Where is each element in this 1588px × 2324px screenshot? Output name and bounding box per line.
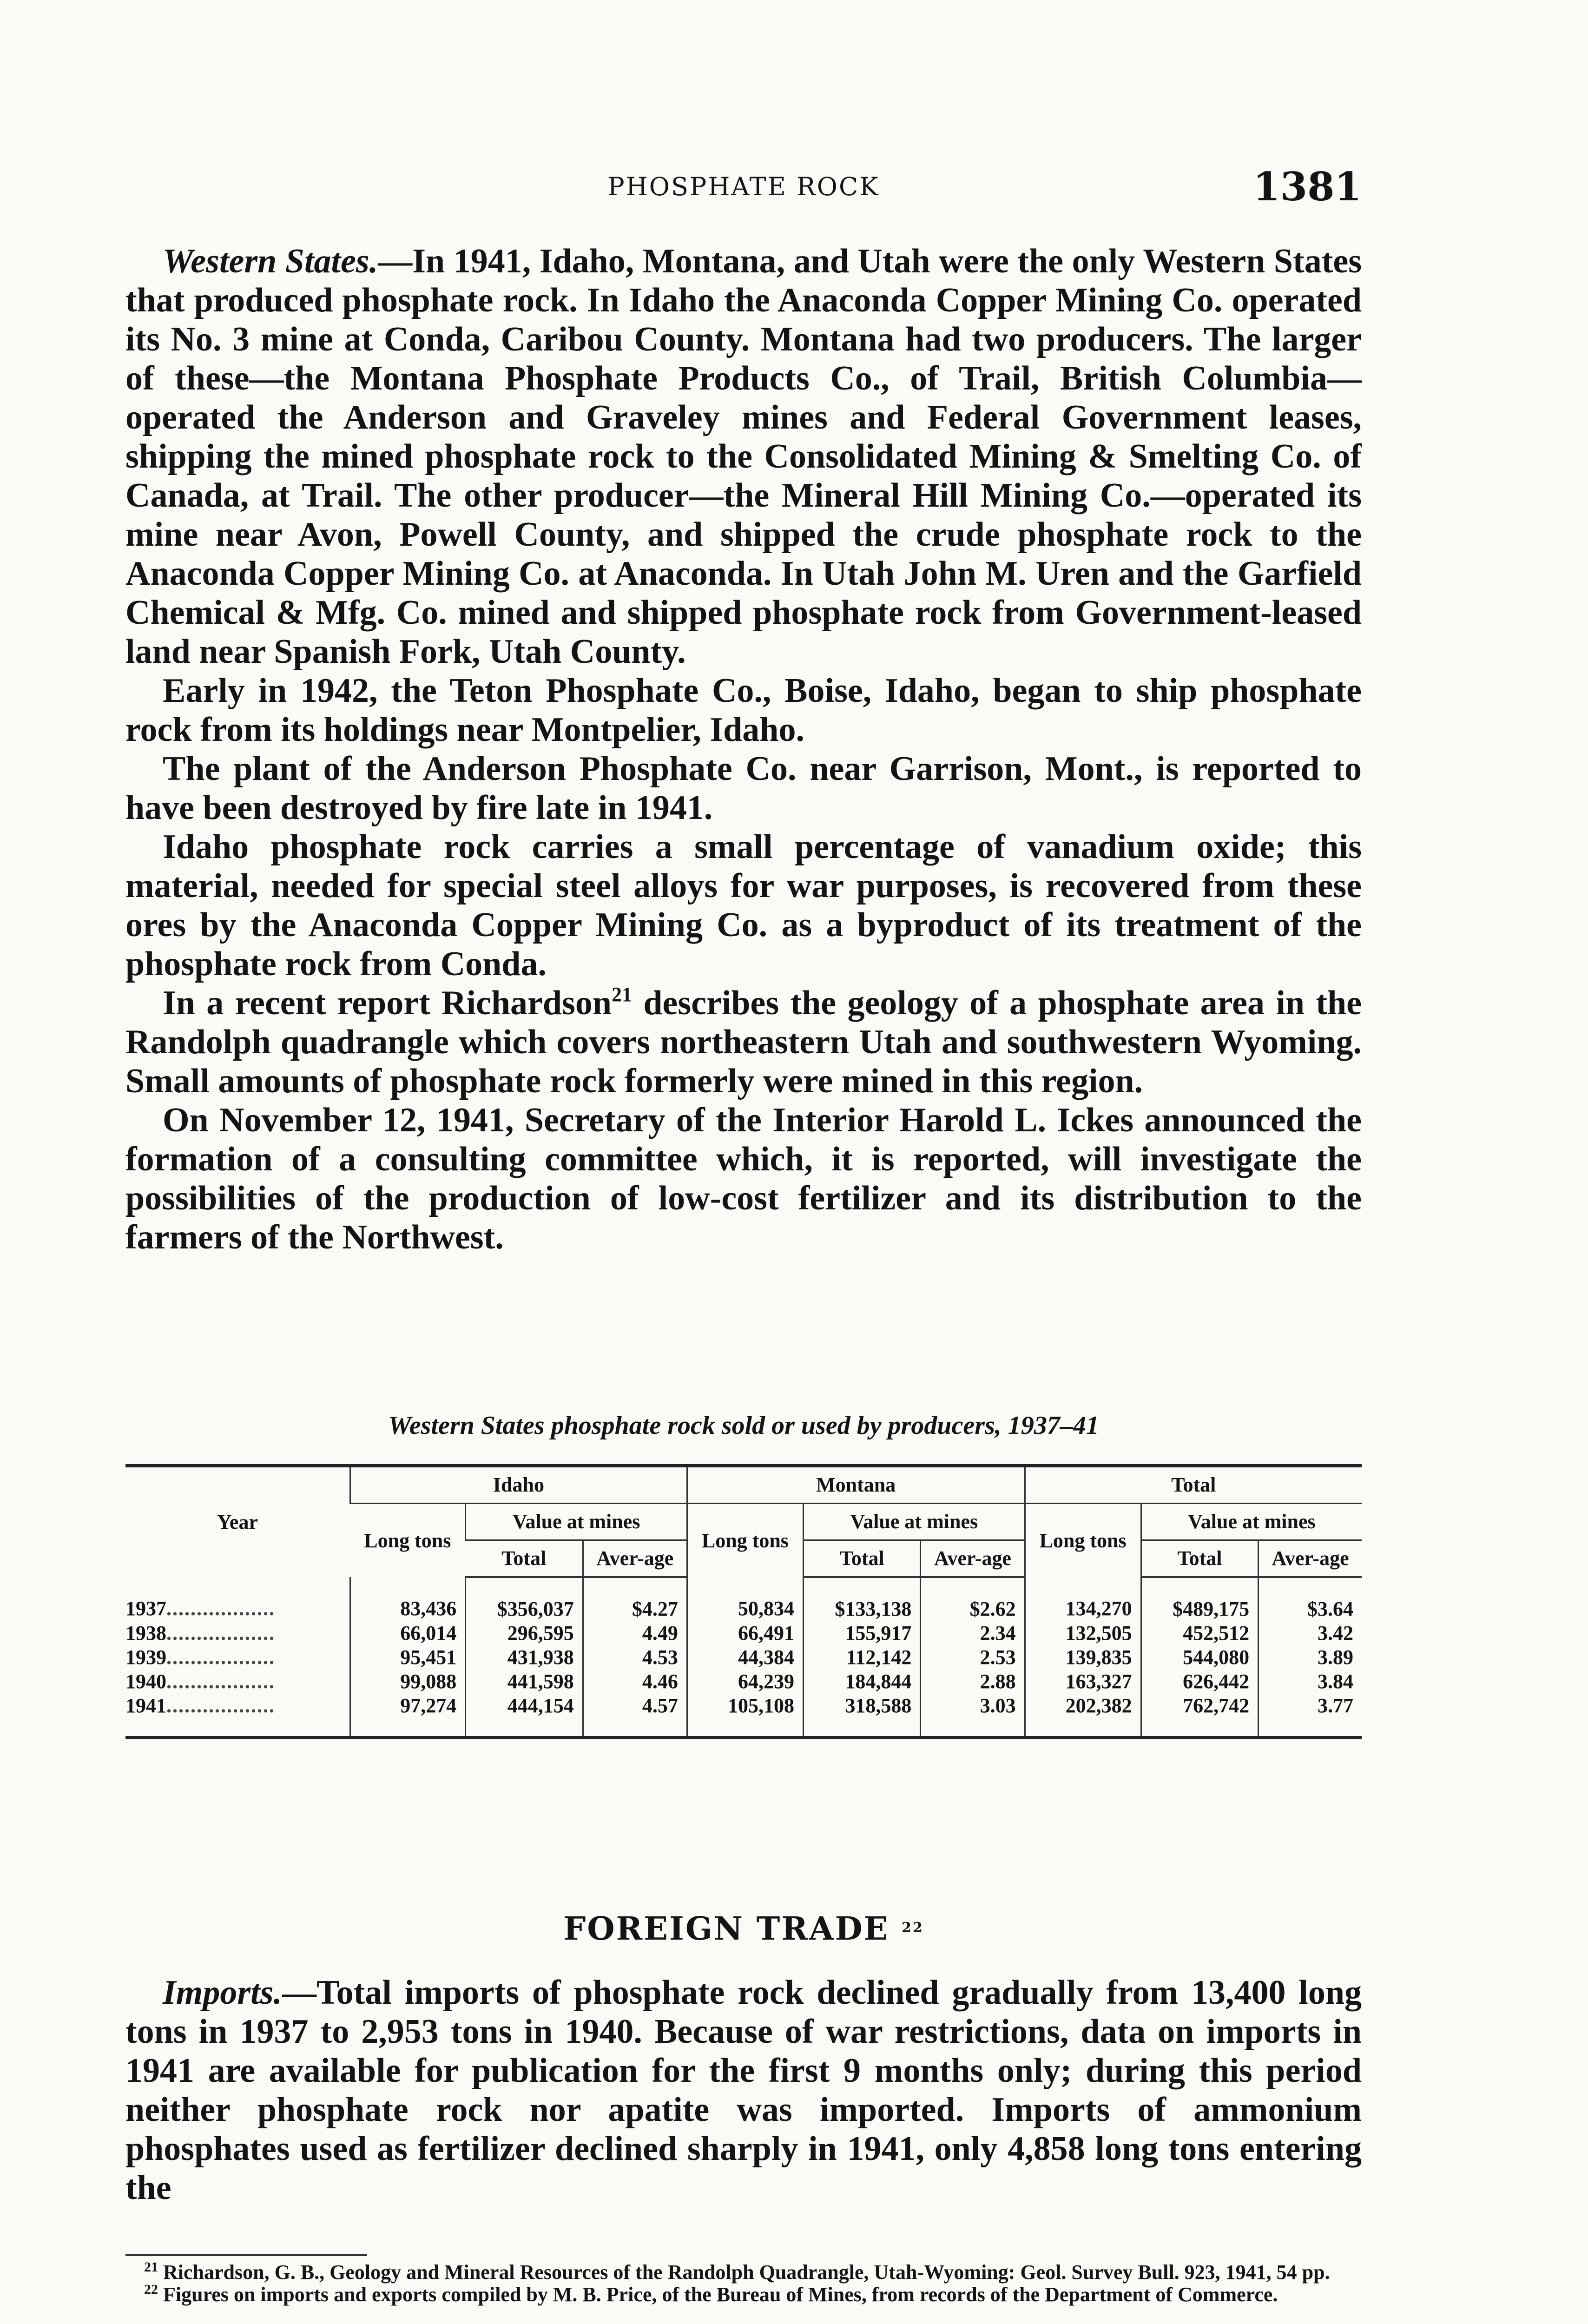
paragraph-lead-in: Western States. — [163, 242, 378, 280]
cell-total-average: 3.77 — [1259, 1693, 1362, 1738]
cell-total-average: 3.84 — [1259, 1669, 1362, 1693]
running-header — [125, 164, 1362, 210]
footnote-text: Figures on imports and exports compiled by M. B. Price, of the Bureau of Mines, from records of the Department of Commerce. — [163, 2283, 1278, 2306]
cell-idaho-tons: 99,088 — [350, 1669, 466, 1693]
cell-montana-tons: 105,108 — [687, 1693, 803, 1738]
table-row — [125, 1645, 1362, 1669]
cell-total-tons: 163,327 — [1025, 1669, 1141, 1693]
column-group-total: Total — [1025, 1466, 1362, 1504]
cell-idaho-total: 431,938 — [466, 1645, 583, 1669]
cell-total-total: $489,175 — [1141, 1577, 1258, 1621]
cell-total-total: 544,080 — [1141, 1645, 1258, 1669]
footnote-divider — [125, 2254, 367, 2256]
imports-text — [125, 1973, 1362, 2207]
cell-idaho-tons: 66,014 — [350, 1621, 466, 1645]
cell-total-average: 3.42 — [1259, 1621, 1362, 1645]
year-value: 1940 — [125, 1670, 166, 1693]
cell-total-total: 626,442 — [1141, 1669, 1258, 1693]
column-header-value-at-mines: Value at mines — [466, 1504, 687, 1540]
column-header-average: Aver-age — [921, 1540, 1025, 1578]
cell-total-tons: 139,835 — [1025, 1645, 1141, 1669]
cell-idaho-total: 296,595 — [466, 1621, 583, 1645]
cell-idaho-average: 4.53 — [583, 1645, 687, 1669]
cell-total-tons: 134,270 — [1025, 1577, 1141, 1621]
paragraph-anderson-plant: The plant of the Anderson Phosphate Co. near Garrison, Mont., is reported to have been destroyed by fire late in 1941. — [125, 750, 1362, 827]
paragraph-western-states — [125, 242, 1362, 671]
cell-montana-total: 112,142 — [803, 1645, 920, 1669]
paragraph-text: In a recent report Richardson — [163, 984, 612, 1022]
footnote-22 — [125, 2284, 1362, 2306]
column-header-value-at-mines: Value at mines — [1141, 1504, 1362, 1540]
paragraph-text: —In 1941, Idaho, Montana, and Utah were the only Western States that produced phosphate rock. In Idaho the Anaconda Copper Mining Co. operated its No. 3 mine at Conda, Caribou County. Montana had two producers. The larger of these—the Montana Phosphate Products Co., of Trail, British Columbia—operated the Anderson and Graveley mines and Federal Government leases, shipping the mined phosphate rock to the Consolidated Mining & Smelting Co. of Canada, at Trail. The other producer—the Mineral Hill Mining Co.—operated its mine near Avon, Powell County, and shipped the crude phosphate rock to the Anaconda Copper Mining Co. at Anaconda. In Utah John M. Uren and the Garfield Chemical & Mfg. Co. mined and shipped phosphate rock from Government-leased land near Spanish Fork, Utah County. — [125, 242, 1362, 671]
dot-leader: .................. — [166, 1597, 275, 1620]
table-caption: Western States phosphate rock sold or used by producers, 1937–41 — [388, 1411, 1099, 1440]
cell-idaho-tons: 95,451 — [350, 1645, 466, 1669]
cell-total-total: 452,512 — [1141, 1621, 1258, 1645]
cell-montana-average: 2.53 — [921, 1645, 1025, 1669]
phosphate-table — [125, 1464, 1362, 1739]
paragraph-imports — [125, 1973, 1362, 2207]
cell-montana-average: 3.03 — [921, 1693, 1025, 1738]
year-value: 1939 — [125, 1645, 166, 1669]
cell-year — [125, 1669, 350, 1693]
footnote-text: Richardson, G. B., Geology and Mineral Resources of the Randolph Quadrangle, Utah-Wyoming: Geol. Survey Bull. 923, 1941, 54 pp. — [163, 2261, 1330, 2284]
paragraph-text: describes the geology of a phosphate area in the Randolph quadrangle which covers northeastern Utah and southwestern Wyoming. Small amounts of phosphate rock formerly were mined in this region. — [125, 984, 1362, 1100]
column-header-year: Year — [125, 1466, 350, 1578]
body-text — [125, 242, 1362, 1257]
cell-year — [125, 1645, 350, 1669]
dot-leader: .................. — [166, 1621, 275, 1644]
cell-montana-tons: 50,834 — [687, 1577, 803, 1621]
cell-total-tons: 132,505 — [1025, 1621, 1141, 1645]
cell-year — [125, 1693, 350, 1738]
column-header-total: Total — [1141, 1540, 1258, 1578]
table-row — [125, 1669, 1362, 1693]
table-row — [125, 1621, 1362, 1645]
year-value: 1941 — [125, 1694, 166, 1717]
paragraph-vanadium: Idaho phosphate rock carries a small percentage of vanadium oxide; this material, needed for special steel alloys for war purposes, is recovered from these ores by the Anaconda Copper Mining Co. as a byproduct of its treatment of the phosphate rock from Conda. — [125, 828, 1362, 983]
cell-montana-total: 184,844 — [803, 1669, 920, 1693]
section-heading-foreign-trade — [125, 1910, 1362, 1948]
column-header-value-at-mines: Value at mines — [803, 1504, 1025, 1540]
column-group-montana: Montana — [687, 1466, 1025, 1504]
cell-total-tons: 202,382 — [1025, 1693, 1141, 1738]
paragraph-richardson — [125, 984, 1362, 1101]
cell-idaho-average: 4.49 — [583, 1621, 687, 1645]
column-header-total: Total — [803, 1540, 920, 1578]
paragraph-teton: Early in 1942, the Teton Phosphate Co., Boise, Idaho, began to ship phosphate rock from its holdings near Montpelier, Idaho. — [125, 672, 1362, 749]
footnotes — [125, 2261, 1362, 2306]
cell-montana-average: $2.62 — [921, 1577, 1025, 1621]
cell-idaho-total: $356,037 — [466, 1577, 583, 1621]
table-row — [125, 1693, 1362, 1738]
column-header-average: Aver-age — [583, 1540, 687, 1578]
dot-leader: .................. — [166, 1694, 275, 1717]
running-title: PHOSPHATE ROCK — [607, 172, 880, 201]
table-row — [125, 1577, 1362, 1621]
column-header-average: Aver-age — [1259, 1540, 1362, 1578]
paragraph-ickes: On November 12, 1941, Secretary of the Interior Harold L. Ickes announced the formation of a consulting committee which, it is reported, will investigate the possibilities of the production of low-cost fertilizer and its distribution to the farmers of the Northwest. — [125, 1101, 1362, 1256]
column-group-idaho: Idaho — [350, 1466, 687, 1504]
cell-idaho-average: 4.46 — [583, 1669, 687, 1693]
cell-montana-tons: 64,239 — [687, 1669, 803, 1693]
cell-idaho-tons: 97,274 — [350, 1693, 466, 1738]
cell-montana-average: 2.88 — [921, 1669, 1025, 1693]
footnote-reference: 22 — [902, 1920, 924, 1936]
cell-total-average: 3.89 — [1259, 1645, 1362, 1669]
cell-total-average: $3.64 — [1259, 1577, 1362, 1621]
cell-montana-total: 318,588 — [803, 1693, 920, 1738]
cell-montana-tons: 66,491 — [687, 1621, 803, 1645]
footnote-mark: 21 — [144, 2259, 158, 2275]
cell-montana-total: $133,138 — [803, 1577, 920, 1621]
cell-idaho-total: 441,598 — [466, 1669, 583, 1693]
cell-year — [125, 1577, 350, 1621]
cell-montana-tons: 44,384 — [687, 1645, 803, 1669]
section-heading-text: FOREIGN TRADE — [563, 1910, 890, 1948]
cell-montana-average: 2.34 — [921, 1621, 1025, 1645]
cell-montana-total: 155,917 — [803, 1621, 920, 1645]
column-header-total: Total — [466, 1540, 583, 1578]
cell-idaho-total: 444,154 — [466, 1693, 583, 1738]
cell-total-total: 762,742 — [1141, 1693, 1258, 1738]
column-header-long-tons: Long tons — [364, 1529, 451, 1552]
column-header-long-tons: Long tons — [687, 1504, 803, 1578]
page-number: 1381 — [1253, 164, 1362, 210]
paragraph-lead-in: Imports. — [163, 1974, 283, 2012]
cell-idaho-average: 4.57 — [583, 1693, 687, 1738]
dot-leader: .................. — [166, 1670, 275, 1693]
cell-idaho-tons: 83,436 — [350, 1577, 466, 1621]
paragraph-text: —Total imports of phosphate rock declined gradually from 13,400 long tons in 1937 to 2,953 tons in 1940. Because of war restrictions, data on imports in 1941 are available for publication for the first 9 months only; during this period neither phosphate rock nor apatite was imported. Imports of ammonium phosphates used as fertilizer declined sharply in 1941, only 4,858 long tons entering the — [125, 1974, 1362, 2207]
cell-idaho-average: $4.27 — [583, 1577, 687, 1621]
footnote-mark: 22 — [144, 2282, 158, 2297]
footnote-21 — [125, 2261, 1362, 2284]
cell-year — [125, 1621, 350, 1645]
year-value: 1937 — [125, 1597, 166, 1620]
column-header-long-tons: Long tons — [1025, 1504, 1141, 1578]
dot-leader: .................. — [166, 1645, 275, 1669]
year-value: 1938 — [125, 1621, 166, 1644]
footnote-reference: 21 — [612, 983, 633, 1006]
